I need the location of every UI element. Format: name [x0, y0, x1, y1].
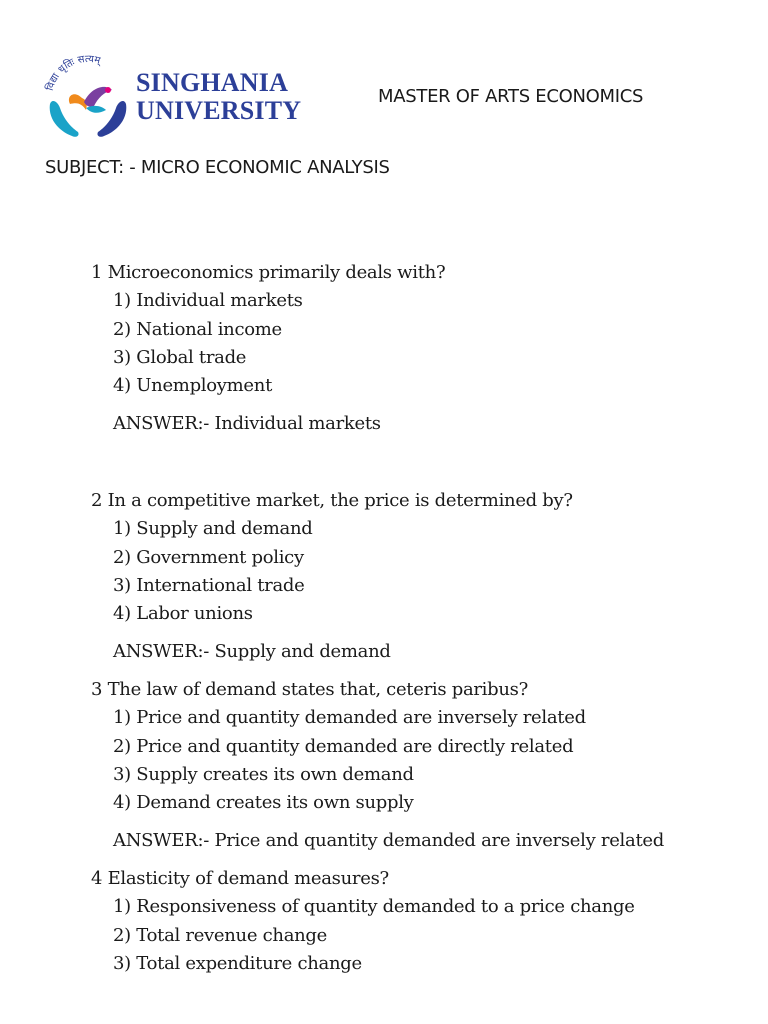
question-option: 3) Global trade	[113, 346, 247, 368]
question-stem: 2 In a competitive market, the price is determined by?	[91, 490, 573, 511]
question-answer: ANSWER:- Individual markets	[113, 413, 381, 435]
svg-text:विद्या धृतिः सत्यम्	[44, 54, 104, 92]
question-option: 1) Supply and demand	[113, 518, 313, 540]
question-option: 4) Unemployment	[113, 375, 273, 397]
university-logo	[42, 52, 302, 144]
question-option: 3) Supply creates its own demand	[113, 763, 414, 785]
question-option: 2) Total revenue change	[113, 924, 327, 946]
question-answer: ANSWER:- Price and quantity demanded are inversely related	[113, 830, 664, 852]
question-option: 1) Price and quantity demanded are inversely related	[113, 707, 586, 729]
logo-wordmark-line1: SINGHANIA	[136, 68, 289, 97]
logo-emblem-icon	[42, 52, 134, 144]
question-option: 2) National income	[113, 318, 282, 340]
question-option: 3) International trade	[113, 574, 305, 596]
question-option: 2) Price and quantity demanded are directly related	[113, 735, 574, 757]
question-answer: ANSWER:- Supply and demand	[113, 641, 391, 663]
question-option: 3) Total expenditure change	[113, 952, 362, 974]
logo-wordmark-line2: UNIVERSITY	[136, 96, 302, 125]
question-block-4	[91, 865, 635, 978]
question-stem: 3 The law of demand states that, ceteris paribus?	[91, 679, 528, 700]
program-title: MASTER OF ARTS ECONOMICS	[378, 86, 644, 107]
question-option: 2) Government policy	[113, 546, 304, 568]
logo-wordmark	[136, 69, 301, 125]
question-block-1	[91, 259, 445, 457]
question-option: 4) Demand creates its own supply	[113, 792, 414, 814]
subject-heading: SUBJECT: - MICRO ECONOMIC ANALYSIS	[45, 157, 390, 178]
logo-motto: विद्या धृतिः सत्यम्	[44, 53, 102, 93]
question-block-3	[91, 676, 664, 874]
question-stem: 1 Microeconomics primarily deals with?	[91, 262, 446, 283]
question-option: 4) Labor unions	[113, 603, 253, 625]
question-stem: 4 Elasticity of demand measures?	[91, 868, 389, 889]
question-option: 1) Responsiveness of quantity demanded to a price change	[113, 896, 635, 918]
question-option: 1) Individual markets	[113, 290, 303, 312]
question-block-2	[91, 487, 573, 685]
